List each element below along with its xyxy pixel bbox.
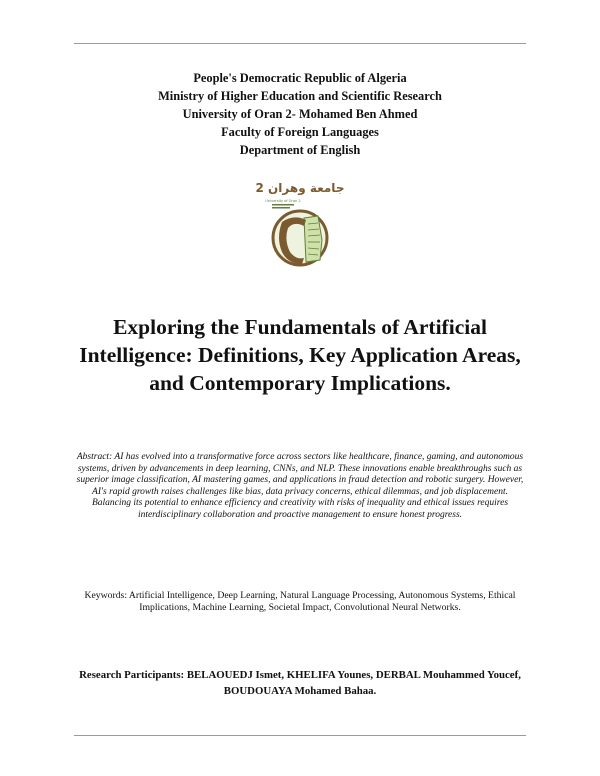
- logo-small-text: University of Oran 2: [265, 199, 301, 203]
- top-rule: [74, 43, 526, 44]
- header-line-faculty: Faculty of Foreign Languages: [221, 125, 379, 139]
- research-participants: Research Participants: BELAOUEDJ Ismet, KHELIFA Younes, DERBAL Mouhammed Youcef, BOUDOUAYA Mohamed Bahaa.: [79, 669, 521, 697]
- paper-title: Exploring the Fundamentals of Artificial Intelligence: Definitions, Key Application Areas, and Contemporary Implications.: [79, 315, 521, 395]
- logo-caption-bar-2: [272, 207, 290, 209]
- header-line-department: Department of English: [239, 143, 361, 157]
- university-logo: [255, 178, 345, 270]
- bottom-rule: [74, 735, 526, 736]
- institution-header: [0, 69, 600, 159]
- keywords-text: Keywords: Artificial Intelligence, Deep Learning, Natural Language Processing, Autonomous Systems, Ethical Implications, Machine Learning, Societal Impact, Convolutional Neural Networks.: [84, 590, 516, 613]
- logo-arabic-text: جامعة وهران 2: [255, 181, 345, 195]
- header-line-country: People's Democratic Republic of Algeria: [193, 71, 407, 85]
- abstract-text: Abstract: AI has evolved into a transformative force across sectors like healthcare, finance, gaming, and autonomous systems, driven by advancements in deep learning, CNNs, and NLP. These innovations enable breakthroughs such as superior image classification, AI mastering games, and applications in fraud detection and robotic surgery. However, AI's rapid growth raises challenges like bias, data privacy concerns, ethical dilemmas, and job displacement. Balancing its potential to enhance efficiency and creativity with risks of inequality and ethical issues requires interdisciplinary collaboration and proactive management to ensure honest progress.: [76, 452, 524, 520]
- logo-caption-bar-1: [272, 204, 294, 206]
- logo-emblem-pillar: [304, 216, 322, 262]
- header-line-ministry: Ministry of Higher Education and Scientific Research: [158, 89, 442, 103]
- header-line-university: University of Oran 2- Mohamed Ben Ahmed: [182, 107, 418, 121]
